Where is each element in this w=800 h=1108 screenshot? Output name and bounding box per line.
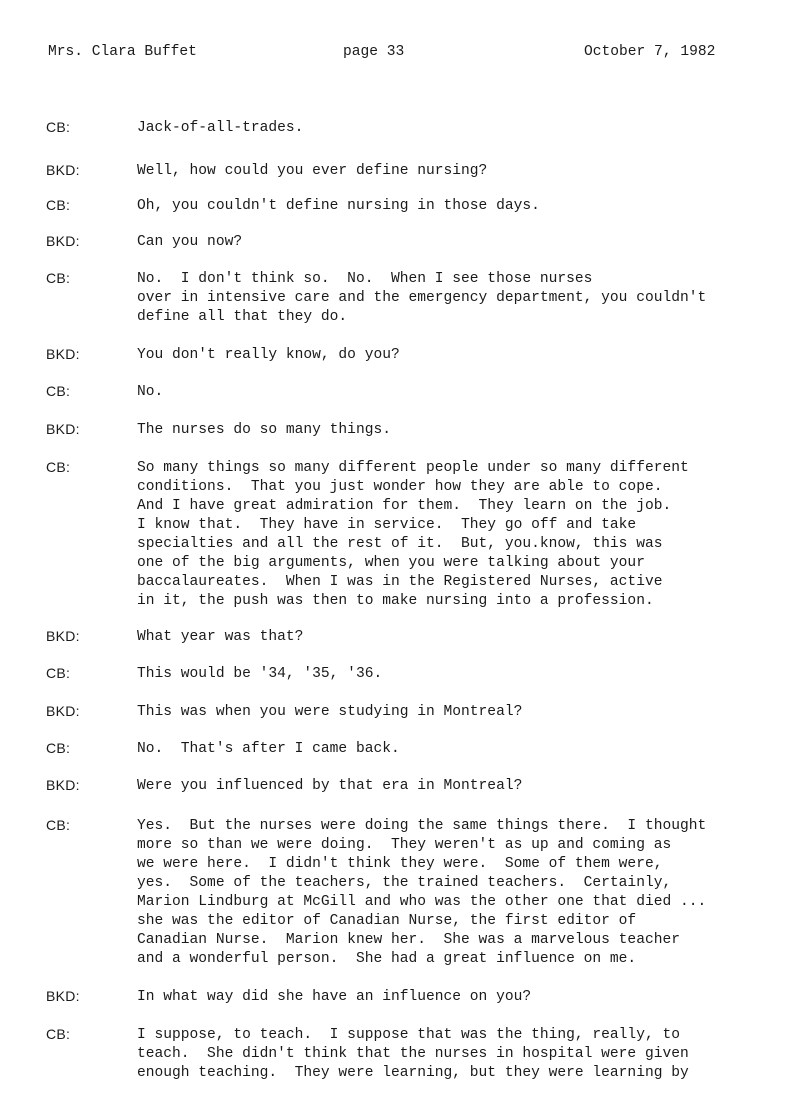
speaker-label: BKD:	[46, 421, 80, 437]
utterance-line: enough teaching. They were learning, but they were learning by	[137, 1065, 689, 1081]
utterance-line: You don't really know, do you?	[137, 347, 400, 363]
utterance-line: I suppose, to teach. I suppose that was the thing, really, to	[137, 1027, 680, 1043]
utterance-text	[137, 1026, 777, 1083]
utterance-text	[137, 459, 777, 611]
utterance-line: in it, the push was then to make nursing into a profession.	[137, 593, 654, 609]
utterance-line: Well, how could you ever define nursing?	[137, 163, 488, 179]
utterance-text	[137, 628, 777, 647]
utterance-line: This would be '34, '35, '36.	[137, 666, 383, 682]
speaker-label: CB:	[46, 740, 71, 756]
utterance-line: Jack-of-all-trades.	[137, 120, 304, 136]
interview-date: October 7, 1982	[584, 44, 716, 60]
utterance-line: Canadian Nurse. Marion knew her. She was a marvelous teacher	[137, 932, 680, 948]
utterance-line: Marion Lindburg at McGill and who was the other one that died ...	[137, 894, 707, 910]
speaker-label: CB:	[46, 383, 71, 399]
utterance-line: Yes. But the nurses were doing the same things there. I thought	[137, 818, 707, 834]
interviewee-name: Mrs. Clara Buffet	[48, 44, 197, 60]
utterance-line: over in intensive care and the emergency department, you couldn't	[137, 290, 707, 306]
utterance-text	[137, 270, 777, 327]
utterance-text	[137, 383, 777, 402]
utterance-line: Were you influenced by that era in Montreal?	[137, 778, 523, 794]
utterance-text	[137, 421, 777, 440]
utterance-line: more so than we were doing. They weren't as up and coming as	[137, 837, 672, 853]
utterance-text	[137, 703, 777, 722]
utterance-line: And I have great admiration for them. They learn on the job.	[137, 498, 672, 514]
utterance-text	[137, 665, 777, 684]
utterance-text	[137, 817, 777, 969]
utterance-line: No. I don't think so. No. When I see those nurses	[137, 271, 593, 287]
utterance-line: In what way did she have an influence on you?	[137, 989, 532, 1005]
utterance-text	[137, 777, 777, 796]
speaker-label: BKD:	[46, 988, 80, 1004]
utterance-line: one of the big arguments, when you were talking about your	[137, 555, 645, 571]
utterance-line: define all that they do.	[137, 309, 348, 325]
speaker-label: CB:	[46, 665, 71, 681]
utterance-line: No.	[137, 384, 164, 400]
utterance-line: and a wonderful person. She had a great influence on me.	[137, 951, 637, 967]
page-header	[0, 44, 800, 64]
utterance-text	[137, 988, 777, 1007]
utterance-line: The nurses do so many things.	[137, 422, 391, 438]
speaker-label: BKD:	[46, 162, 80, 178]
utterance-text	[137, 162, 777, 181]
speaker-label: BKD:	[46, 703, 80, 719]
utterance-line: she was the editor of Canadian Nurse, the first editor of	[137, 913, 637, 929]
speaker-label: CB:	[46, 270, 71, 286]
speaker-label: CB:	[46, 119, 71, 135]
speaker-label: CB:	[46, 817, 71, 833]
utterance-text	[137, 197, 777, 216]
speaker-label: CB:	[46, 1026, 71, 1042]
utterance-line: What year was that?	[137, 629, 304, 645]
utterance-line: we were here. I didn't think they were. Some of them were,	[137, 856, 663, 872]
utterance-line: I know that. They have in service. They go off and take	[137, 517, 637, 533]
utterance-line: teach. She didn't think that the nurses in hospital were given	[137, 1046, 689, 1062]
utterance-text	[137, 740, 777, 759]
utterance-line: No. That's after I came back.	[137, 741, 400, 757]
utterance-line: This was when you were studying in Montreal?	[137, 704, 523, 720]
utterance-line: Oh, you couldn't define nursing in those days.	[137, 198, 540, 214]
utterance-line: yes. Some of the teachers, the trained teachers. Certainly,	[137, 875, 672, 891]
utterance-text	[137, 346, 777, 365]
utterance-text	[137, 233, 777, 252]
speaker-label: CB:	[46, 197, 71, 213]
utterance-line: Can you now?	[137, 234, 243, 250]
utterance-line: baccalaureates. When I was in the Registered Nurses, active	[137, 574, 663, 590]
utterance-line: So many things so many different people under so many different	[137, 460, 689, 476]
speaker-label: BKD:	[46, 233, 80, 249]
utterance-text	[137, 119, 777, 138]
utterance-line: conditions. That you just wonder how they are able to cope.	[137, 479, 663, 495]
speaker-label: CB:	[46, 459, 71, 475]
speaker-label: BKD:	[46, 777, 80, 793]
utterance-line: specialties and all the rest of it. But, you.know, this was	[137, 536, 663, 552]
speaker-label: BKD:	[46, 628, 80, 644]
speaker-label: BKD:	[46, 346, 80, 362]
page-number: page 33	[343, 44, 405, 60]
